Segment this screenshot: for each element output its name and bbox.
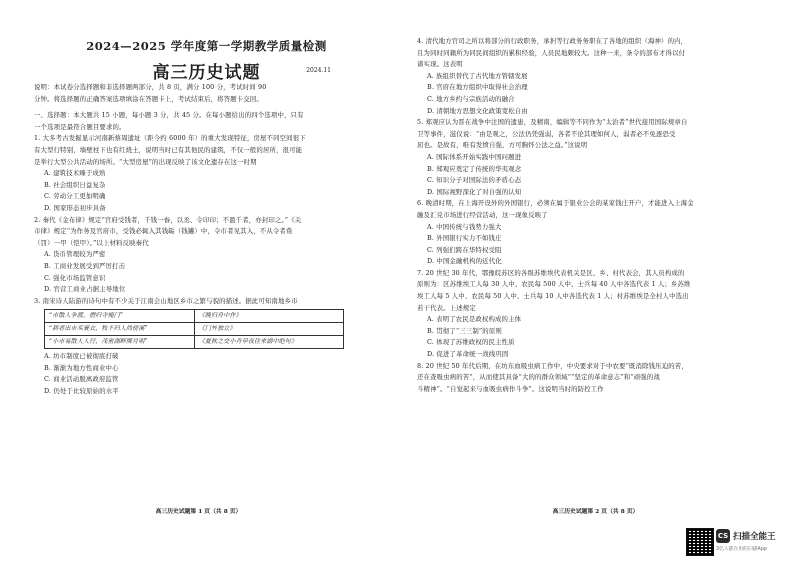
question-5: 卫等事件，滋仅说：“由是观之，公法仍凭强弱，各者不论其理如何人，弱者必不免逐恐受 bbox=[417, 129, 676, 138]
question-8: 8. 20 世纪 50 年代后期，在坊东血吸虫病工作中，中央要求对于中农要“既消除钱压迫的苦， bbox=[417, 361, 688, 370]
question-7: 若干代表。上述规定 bbox=[417, 303, 476, 312]
option: D. 国际视野深化了对自强的认知 bbox=[427, 187, 522, 196]
option: D. 清朝地方思想文化政策宽松自由 bbox=[427, 106, 528, 115]
question-4: 且为同时同籍所为同民间组织的累积经验，人员民地颇较大。这种一来，条令的部布才得以付 bbox=[417, 48, 686, 57]
poem-table bbox=[44, 309, 344, 349]
question-8: 还在查吸虫病的苦”，从而使其具备“大的的群众领域”“坚定的革命意志”和“顽强的战 bbox=[417, 373, 660, 382]
poem-line: “小市易散人人行，茂密湖畔牌月明” bbox=[45, 336, 195, 349]
option: C. 列强们跨在华特权受阻 bbox=[427, 245, 502, 254]
question-4: 诸实现。这表明 bbox=[417, 60, 463, 69]
page-footer: 高三历史试题第 2 页（共 8 页） bbox=[552, 509, 639, 515]
question-6: 6. 晚清时期，在上海开设外的外国银行，必须在属于银业公会的某家钱庄开户，才能进入上海金 bbox=[417, 199, 694, 208]
note-line: 说明：本试卷分选择题和非选择题两部分，共 8 页，满分 100 分，考试时间 90 bbox=[34, 83, 267, 91]
page-2 bbox=[397, 0, 794, 561]
question-1: 有大型行特别，墙壁柱下也有红烧土，说明当时已有其他民的建筑，不仅一般的居所，很可能 bbox=[34, 145, 303, 154]
question-7: 埃工人每 5 人中、农民每 50 人中、士兵每 10 人中各选代表 1 人；村苏维埃是全村人中选出 bbox=[417, 292, 689, 301]
option: A. 族组织替代了古代地方管辖发展 bbox=[427, 71, 528, 80]
option: D. 官营工商业占据主导地位 bbox=[44, 285, 126, 294]
poem-line: “耕者出市买蓑衣，牧不归人尚傍溪” bbox=[45, 323, 195, 336]
question-2: 市律》规定“为作务及官府市，受钱必辄入其钱缿（钱罐）中，令市者见其入，不从令者赀 bbox=[34, 227, 293, 236]
question-3: 3. 南宋诗人陆游的诗句中有不少关于江南会山地区乡市之繁与貌的描述。据此可知南地乡市 bbox=[34, 296, 298, 305]
poem-source: 《门外独立》 bbox=[194, 323, 343, 336]
note-line: 分钟。将选择题的正确答案选项填涂在答题卡上，考试结束后，将答题卡交回。 bbox=[34, 94, 263, 103]
option: B. 郑观应奠定了传统的华夷观念 bbox=[427, 164, 522, 173]
poem-source: 《晚归舟中作》 bbox=[194, 310, 343, 323]
question-2: （罚）一甲（铠甲）。”以上材料反映秦代 bbox=[34, 238, 149, 247]
question-6: 融及汇兑市场进行经营活动，这一现象反映了 bbox=[417, 210, 548, 219]
option: C. 劳动分工更加明确 bbox=[44, 192, 106, 201]
question-7: 7. 20 世纪 30 年代，鄂豫皖苏区的各级苏维埃代表机关是区、乡、村代表会，其人员构成的 bbox=[417, 268, 685, 277]
question-7: 原则为：区苏维埃工人每 30 人中、农民每 500 人中、士兵每 40 人中各选代表 1 人；乡苏维 bbox=[417, 280, 691, 289]
option: C. 知识分子对国际法的矛盾心态 bbox=[427, 176, 522, 185]
instructions bbox=[34, 82, 379, 398]
scanner-app-name: 扫描全能王 bbox=[733, 532, 776, 542]
page-footer: 高三历史试题第 1 页（共 8 页） bbox=[155, 509, 242, 515]
exam-date: 2024.11 bbox=[306, 67, 331, 74]
table-row bbox=[45, 310, 344, 323]
question-8: 斗精神”。“自觉起来与血吸虫病作斗争”。这说明当时的防控工作 bbox=[417, 384, 604, 393]
option: A. 国际体系开始实践中国问题进 bbox=[427, 152, 522, 161]
subject-row bbox=[34, 58, 379, 82]
option: D. 仍处于比较原始的水平 bbox=[44, 387, 119, 396]
section-heading: 一、选择题：本大题共 15 小题，每小题 3 分，共 45 分。在每小题给出的四个选项中，只有 bbox=[34, 111, 304, 120]
option: B. 外国银行实力不如钱庄 bbox=[427, 234, 502, 243]
option: B. 贯彻了“三三制”的原则 bbox=[427, 326, 502, 335]
option: C. 强化市场监管意识 bbox=[44, 273, 106, 282]
questions-right bbox=[417, 36, 768, 395]
option: D. 国家形态初步具备 bbox=[44, 203, 106, 212]
subject-title: 高三历史试题 bbox=[152, 63, 261, 83]
table-row bbox=[45, 323, 344, 336]
table-row bbox=[45, 336, 344, 349]
question-5: 5. 郑观应认为晋在战争中注国的遗患，及精南，编辑等不同作为“太治者”世代接用国际规章自 bbox=[417, 118, 688, 127]
option: B. 工商业发展受到严厉打击 bbox=[44, 261, 126, 270]
question-4: 4. 清代地方官司之所以将部分的行政职务，承担等行政务务职在了各地的组织（海神）的内， bbox=[417, 37, 688, 45]
question-5: 屈也。是故有，唯有发愤自强，方可胸怀公法之益。”这说明 bbox=[417, 141, 588, 150]
option: A. 货币管理较为严密 bbox=[44, 250, 106, 259]
option: D. 中国金融机构的近代化 bbox=[427, 257, 502, 266]
option: A. 中国传统与钱势力强大 bbox=[427, 222, 502, 231]
option: C. 商业活动脱离政府监管 bbox=[44, 375, 119, 384]
option: B. 官府在地方组织中取得社会治理 bbox=[427, 83, 528, 92]
option: C. 地方乡约与宗族活动的融合 bbox=[427, 94, 515, 103]
section-heading: 一个选项是最符合题目要求的。 bbox=[34, 122, 126, 131]
question-1: 是举行大型公共活动的场所。“大型房屋”的出现反映了该文化遗存在这一时期 bbox=[34, 157, 257, 166]
poem-line: “市散人争渡，僧归寺掩门” bbox=[45, 310, 195, 323]
question-2: 2. 秦代《金布律》规定“官府受钱者，千钱一畚，以丞、令印印；不盈千者，亦封印之。”《关 bbox=[34, 215, 302, 224]
qr-code-icon bbox=[686, 528, 714, 556]
option: A. 坊市制度已被彻底打破 bbox=[44, 352, 119, 361]
option: D. 促进了革命统一战线巩固 bbox=[427, 350, 509, 359]
option: A. 表明了农民是政权构成的主体 bbox=[427, 315, 522, 324]
option: B. 社会组织日益复杂 bbox=[44, 180, 106, 189]
poem-source: 《夏秋之交小舟早夜往来湖中绝句》 bbox=[194, 336, 343, 349]
scanner-app-tagline: 3亿人都在用的扫描App bbox=[716, 547, 767, 552]
option: A. 建筑技术臻于成熟 bbox=[44, 169, 106, 178]
exam-title: 2024—2025 学年度第一学期教学质量检测 bbox=[86, 39, 327, 53]
option: C. 体现了苏维政权的民主性质 bbox=[427, 338, 515, 347]
camscanner-logo-icon: CS bbox=[716, 529, 730, 543]
option: B. 渐渐为地方性商业中心 bbox=[44, 363, 119, 372]
question-1: 1. 大多考古发掘显示河南新蔡周遗址（距今约 6000 年）的重大发现特征，房屋不同空间很下 bbox=[34, 134, 306, 143]
